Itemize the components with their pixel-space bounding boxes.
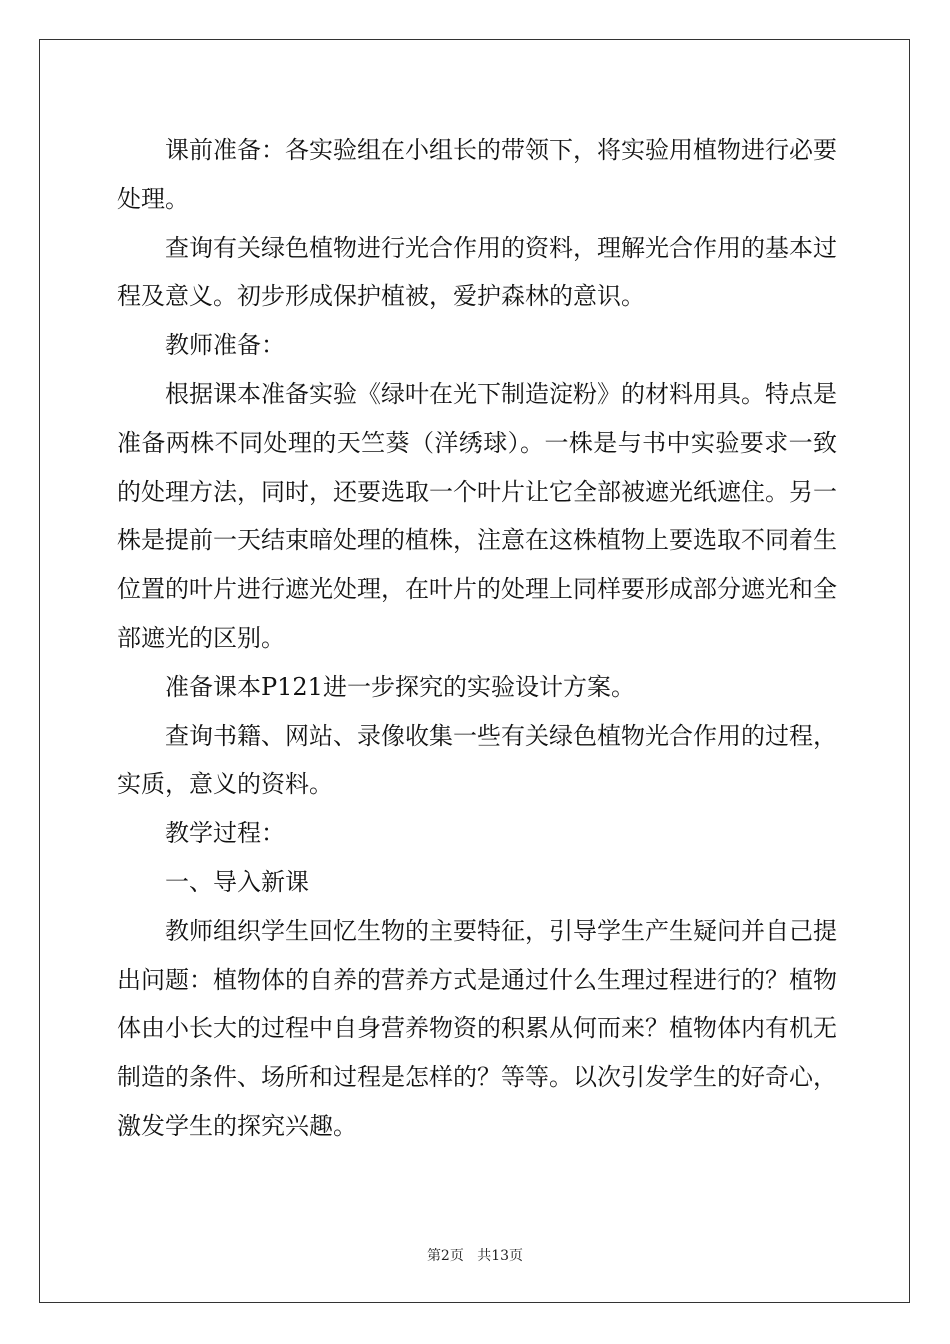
paragraph-design-plan: 准备课本P121进一步探究的实验设计方案。 bbox=[165, 672, 635, 701]
page-number: 第2页 bbox=[426, 1248, 464, 1264]
paragraph-materials: 根据课本准备实验《绿叶在光下制造淀粉》的材料用具。特点是准备两株不同处理的天竺葵（洋绣球）。一株是与书中实验要求一致的处理方法，同时，还要选取一个叶片让它全部被遮光纸遮住。另一株是提前一天结束暗处理的植株，注意在这株植物上要选取不同着生位置的叶片进行遮光处理，在叶片的处理上同样要形成部分遮光和全部遮光的区别。 bbox=[117, 379, 837, 652]
paragraph-teacher-prep-heading: 教师准备： bbox=[165, 331, 285, 360]
paragraph-process-heading: 教学过程： bbox=[165, 819, 285, 848]
paragraph-intro-body: 教师组织学生回忆生物的主要特征，引导学生产生疑问并自己提出问题：植物体的自养的营养方式是通过什么生理过程进行的？植物体由小长大的过程中自身营养物资的积累从何而来？植物体内有机无制造的条件、场所和过程是怎样的？等等。以次引发学生的好奇心，激发学生的探究兴趣。 bbox=[117, 916, 837, 1140]
document-body bbox=[117, 126, 837, 1151]
paragraph-section-intro: 一、导入新课 bbox=[165, 867, 309, 896]
page-footer bbox=[0, 1245, 950, 1265]
paragraph-class-prep: 课前准备：各实验组在小组长的带领下，将实验用植物进行必要处理。 bbox=[117, 136, 837, 213]
paragraph-research: 查询有关绿色植物进行光合作用的资料，理解光合作用的基本过程及意义。初步形成保护植被，爱护森林的意识。 bbox=[117, 233, 837, 311]
paragraph-collect-resources: 查询书籍、网站、录像收集一些有关绿色植物光合作用的过程，实质，意义的资料。 bbox=[117, 721, 837, 799]
page-total: 共13页 bbox=[477, 1248, 524, 1264]
